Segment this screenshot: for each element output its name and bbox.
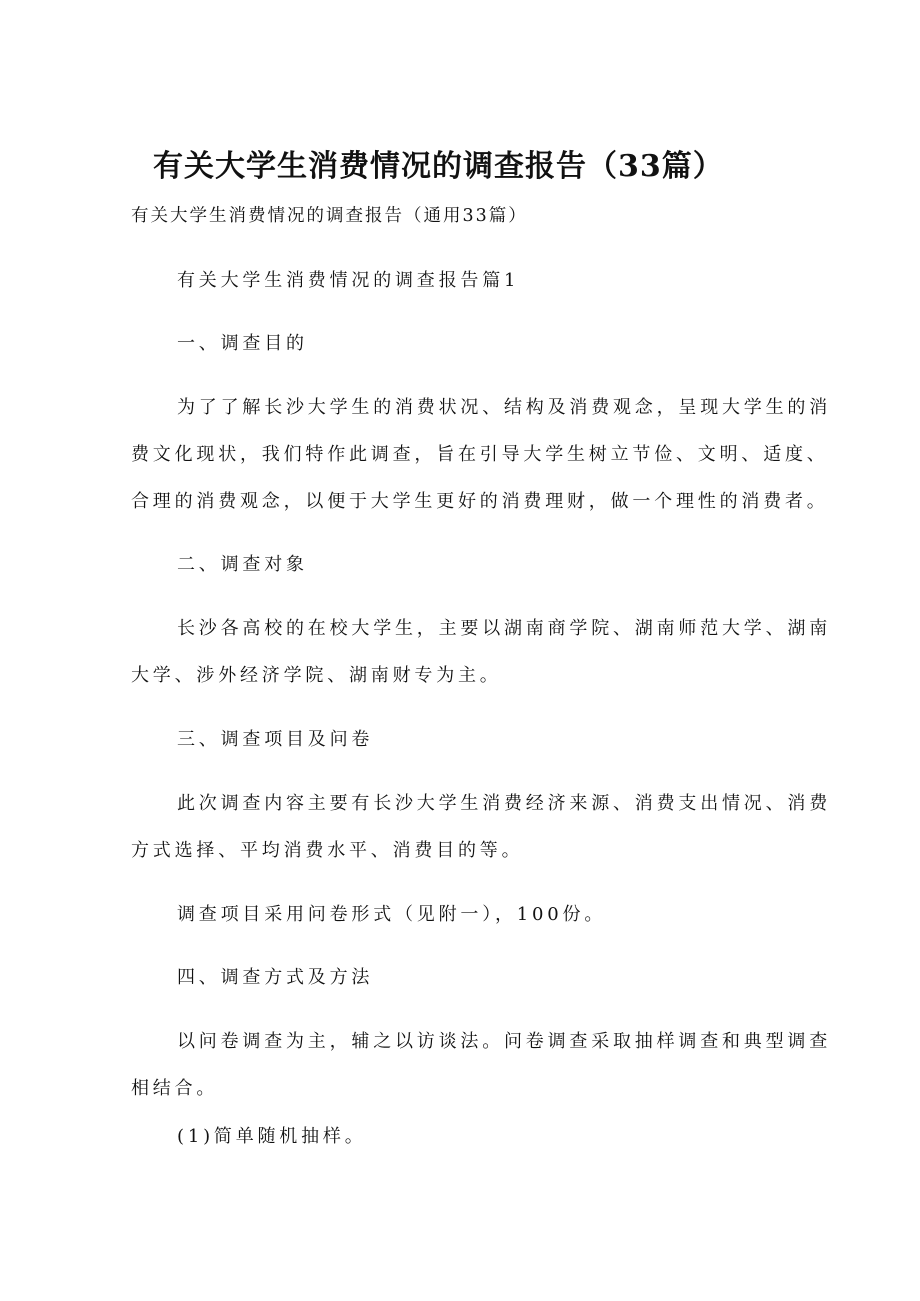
paragraph-line: 相结合。 — [131, 1078, 219, 1099]
list-item: (1)简单随机抽样。 — [177, 1126, 367, 1147]
section-heading-subjects: 二、调查对象 — [177, 554, 308, 575]
paragraph-line: 费文化现状，我们特作此调查，旨在引导大学生树立节俭、文明、适度、 — [131, 444, 829, 465]
paragraph-line: 合理的消费观念，以便于大学生更好的消费理财，做一个理性的消费者。 — [131, 491, 829, 512]
paragraph-line: 以问卷调查为主，辅之以访谈法。问卷调查采取抽样调查和典型调查 — [177, 1031, 831, 1052]
paragraph-line: 调查项目采用问卷形式（见附一），100份。 — [177, 904, 607, 925]
paragraph-line: 长沙各高校的在校大学生，主要以湖南商学院、湖南师范大学、湖南 — [177, 618, 831, 639]
paragraph-line: 方式选择、平均消费水平、消费目的等。 — [131, 840, 524, 861]
section-heading-items: 三、调查项目及问卷 — [177, 729, 374, 750]
section-heading-methods: 四、调查方式及方法 — [177, 967, 374, 988]
document-subtitle: 有关大学生消费情况的调查报告（通用33篇） — [131, 206, 528, 226]
paragraph-line: 大学、涉外经济学院、湖南财专为主。 — [131, 665, 502, 686]
document-title: 有关大学生消费情况的调查报告（33篇） — [153, 149, 724, 184]
paragraph-line: 此次调查内容主要有长沙大学生消费经济来源、消费支出情况、消费 — [177, 793, 831, 814]
section-heading-report-1: 有关大学生消费情况的调查报告篇1 — [177, 270, 520, 291]
paragraph-line: 为了了解长沙大学生的消费状况、结构及消费观念，呈现大学生的消 — [177, 397, 831, 418]
section-heading-purpose: 一、调查目的 — [177, 333, 308, 354]
